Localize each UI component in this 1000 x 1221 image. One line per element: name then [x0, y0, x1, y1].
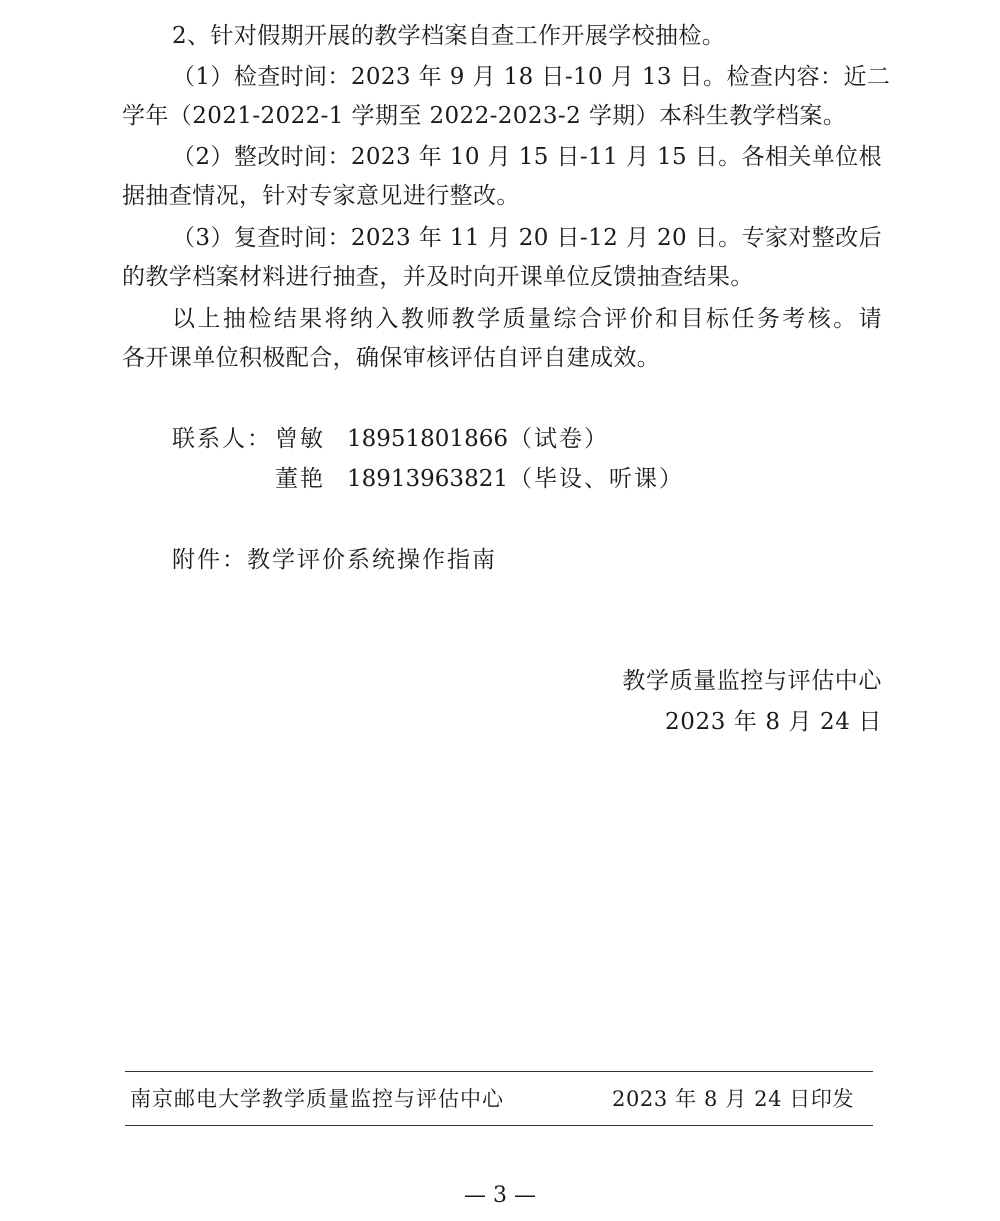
page-number: — 3 —: [464, 1183, 536, 1208]
contact-phone: 18951801866: [347, 426, 508, 452]
attachment-line: 附件：教学评价系统操作指南: [172, 547, 497, 573]
contact-name: 董艳: [275, 466, 325, 492]
closing-line-1: 以上抽检结果将纳入教师教学质量综合评价和目标任务考核。请: [172, 306, 882, 332]
item-2-line-1: （2）整改时间：2023 年 10 月 15 日-11 月 15 日。各相关单位根: [172, 144, 882, 170]
item-1-line-1: （1）检查时间：2023 年 9 月 18 日-10 月 13 日。检查内容：近二: [172, 64, 891, 90]
footer-top-rule: [125, 1071, 873, 1072]
item-3-line-2: 的教学档案材料进行抽查，并及时向开课单位反馈抽查结果。: [122, 264, 754, 290]
contact-label: 联系人：: [172, 426, 272, 452]
contact-row-2: [275, 464, 684, 494]
footer-bottom-rule: [125, 1125, 873, 1126]
item-1-line-2: 学年（2021-2022-1 学期至 2022-2023-2 学期）本科生教学档案。: [122, 103, 847, 129]
contact-row-1: [275, 424, 609, 454]
signature-date: 2023 年 8 月 24 日: [665, 709, 882, 735]
section-heading: 2、针对假期开展的教学档案自查工作开展学校抽检。: [172, 23, 726, 49]
item-3-line-1: （3）复查时间：2023 年 11 月 20 日-12 月 20 日。专家对整改后: [172, 225, 882, 251]
footer-issued-date: 2023 年 8 月 24 日印发: [612, 1087, 855, 1111]
contact-phone: 18913963821: [347, 466, 508, 492]
contact-note: （毕设、听课）: [509, 466, 684, 492]
contact-name: 曾敏: [275, 426, 325, 452]
closing-line-2: 各开课单位积极配合，确保审核评估自评自建成效。: [122, 345, 661, 371]
footer-issuer: 南京邮电大学教学质量监控与评估中心: [130, 1087, 504, 1111]
contact-note: （试卷）: [509, 426, 609, 452]
item-2-line-2: 据抽查情况，针对专家意见进行整改。: [122, 183, 520, 209]
signature-org: 教学质量监控与评估中心: [622, 668, 882, 694]
